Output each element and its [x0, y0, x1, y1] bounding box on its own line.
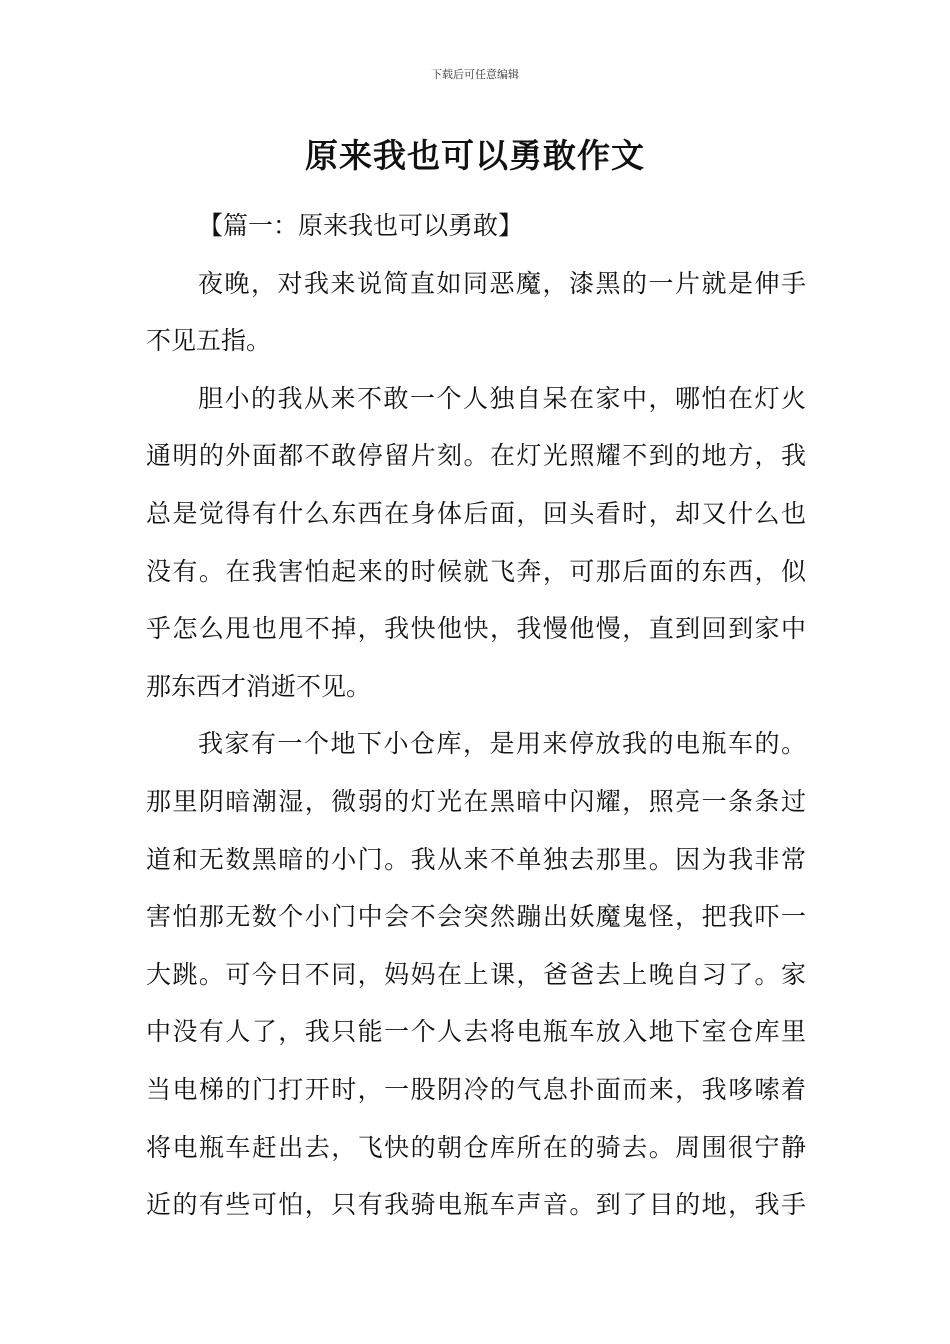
- text-line: 夜晚，对我来说简直如同恶魔，漆黑的一片就是伸手: [198, 268, 806, 298]
- text-line: 当电梯的门打开时，一股阴冷的气息扑面而来，我哆嗦着: [146, 1074, 806, 1104]
- text-line: 那东西才消逝不见。: [146, 671, 372, 701]
- text-line: 近的有些可怕，只有我骑电瓶车声音。到了目的地，我手: [146, 1190, 806, 1220]
- text-line: 通明的外面都不敢停留片刻。在灯光照耀不到的地方，我: [146, 441, 806, 471]
- text-line: 乎怎么甩也甩不掉，我快他快，我慢他慢，直到回到家中: [146, 614, 806, 644]
- text-line: 害怕那无数个小门中会不会突然蹦出妖魔鬼怪，把我吓一: [146, 902, 806, 932]
- text-line: 没有。在我害怕起来的时候就飞奔，可那后面的东西，似: [146, 556, 806, 586]
- text-line: 【篇一：原来我也可以勇敢】: [198, 211, 524, 240]
- text-line: 大跳。可今日不同，妈妈在上课，爸爸去上晚自习了。家: [146, 959, 806, 989]
- document-body: [146, 197, 806, 1234]
- text-line: 将电瓶车赶出去，飞快的朝仓库所在的骑去。周围很宁静: [146, 1132, 806, 1162]
- page-header-note: 下载后可任意编辑: [431, 68, 519, 81]
- text-line: 胆小的我从来不敢一个人独自呆在家中，哪怕在灯火: [198, 383, 806, 413]
- text-line: 不见五指。: [146, 326, 272, 356]
- text-line: 中没有人了，我只能一个人去将电瓶车放入地下室仓库里: [146, 1017, 806, 1047]
- text-line: 总是觉得有什么东西在身体后面，回头看时，却又什么也: [146, 498, 806, 528]
- text-line: 我家有一个地下小仓库，是用来停放我的电瓶车的。: [198, 729, 806, 759]
- text-line: 那里阴暗潮湿，微弱的灯光在黑暗中闪耀，照亮一条条过: [146, 786, 806, 816]
- document-title: 原来我也可以勇敢作文: [305, 136, 645, 175]
- text-line: 道和无数黑暗的小门。我从来不单独去那里。因为我非常: [146, 844, 806, 874]
